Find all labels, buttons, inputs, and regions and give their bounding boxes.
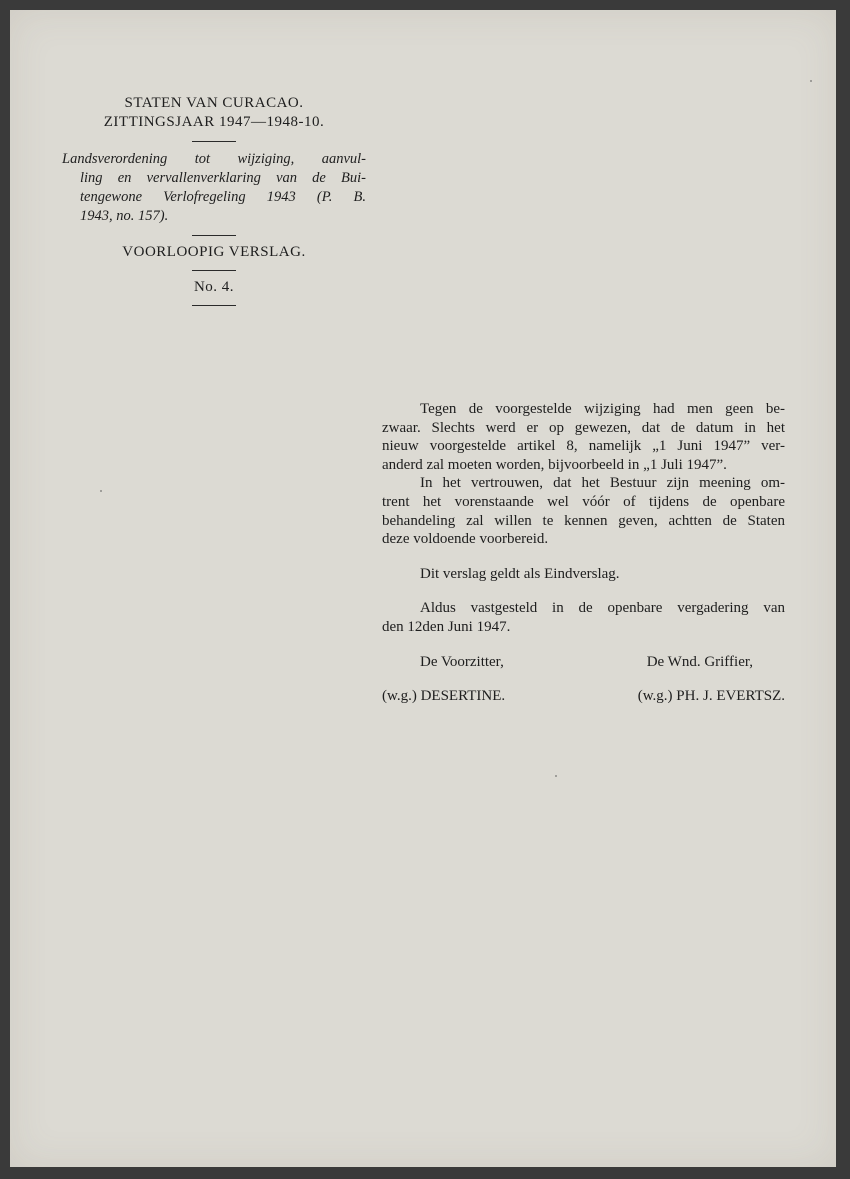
paragraph-confidence [382, 474, 785, 548]
paper-speck [810, 80, 812, 82]
divider [192, 305, 236, 306]
ordinance-title [62, 150, 366, 226]
paragraph-objection [382, 400, 785, 474]
signature-names [382, 687, 785, 706]
report-body [382, 400, 785, 706]
divider [192, 141, 236, 142]
clerk-title: De Wnd. Griffier, [646, 653, 753, 670]
document-number: No. 4. [193, 279, 235, 295]
signature-titles [382, 653, 785, 672]
title-line: ling en vervallenverklaring van de Bui- [80, 170, 366, 186]
report-type: VOORLOOPIG VERSLAG. [122, 244, 306, 260]
text-line: behandeling zal willen te kennen geven, achtten de Staten [382, 512, 785, 529]
document-header [62, 94, 366, 314]
paper-speck [555, 775, 557, 777]
text-line: anderd zal moeten worden, bijvoorbeeld in „1 Juli 1947”. [382, 456, 727, 473]
document-page [10, 10, 836, 1167]
text-line: Aldus vastgesteld in de openbare vergadering van [420, 600, 785, 617]
text-line: den 12den Juni 1947. [382, 618, 511, 635]
paragraph-final-report: Dit verslag geldt als Eindverslag. [420, 565, 620, 582]
text-line: trent het vorenstaande wel vóór of tijdens de openbare [382, 493, 785, 510]
divider [192, 270, 236, 271]
text-line: In het vertrouwen, dat het Bestuur zijn meening om- [420, 475, 785, 492]
paragraph-adopted [382, 599, 785, 636]
divider [192, 235, 236, 236]
chair-title: De Voorzitter, [420, 653, 504, 670]
title-line: 1943, no. 157). [80, 208, 169, 224]
text-line: deze voldoende voorbereid. [382, 531, 549, 548]
paper-speck [100, 490, 102, 492]
text-line: zwaar. Slechts werd er op gewezen, dat de datum in het [382, 419, 785, 436]
text-line: Tegen de voorgestelde wijziging had men geen be- [420, 401, 785, 417]
chair-signature: (w.g.) DESERTINE. [382, 688, 506, 705]
text-line: nieuw voorgestelde artikel 8, namelijk „1 Juni 1947” ver- [382, 438, 785, 455]
title-line: Landsverordening tot wijziging, aanvul- [62, 151, 366, 167]
title-line: tengewone Verlofregeling 1943 (P. B. [80, 189, 366, 205]
session-year: ZITTINGSJAAR 1947—1948-10. [103, 114, 325, 130]
assembly-name: STATEN VAN CURACAO. [124, 95, 304, 111]
clerk-signature: (w.g.) PH. J. EVERTSZ. [637, 688, 785, 705]
